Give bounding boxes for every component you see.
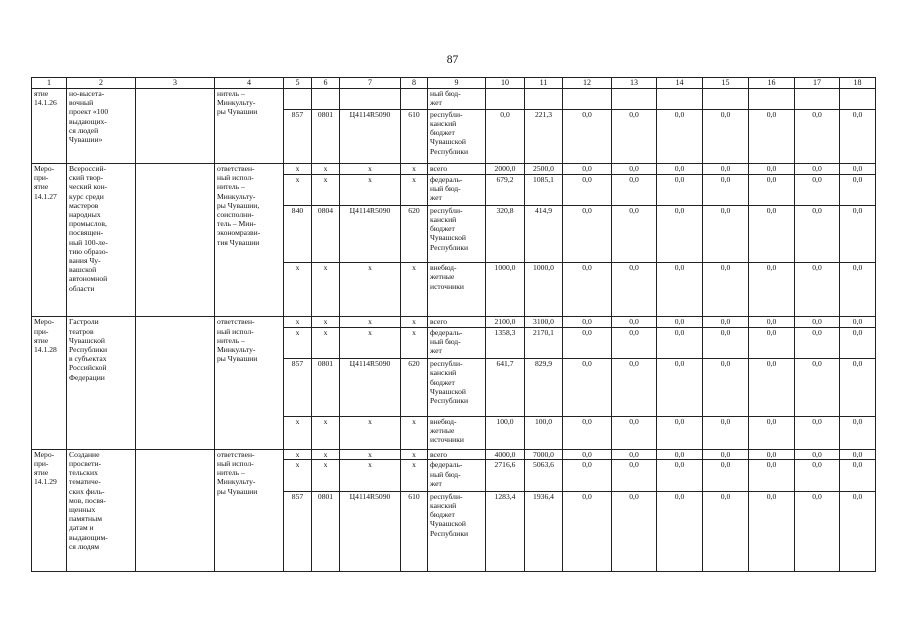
column-number-1: 1 <box>32 78 67 89</box>
amount-cell-c14: 0,0 <box>657 359 703 416</box>
amount-cell-c17: 0,0 <box>795 164 840 175</box>
amount-cell-c11: 1936,4 <box>525 491 563 571</box>
column-number-12: 12 <box>563 78 612 89</box>
code-cell-c5: x <box>284 164 312 175</box>
amount-cell-c10: 1358,3 <box>486 327 525 358</box>
amount-cell-c18: 0,0 <box>840 327 876 358</box>
code-cell-c5: x <box>284 174 312 205</box>
code-cell-c8: 620 <box>401 359 428 416</box>
table-row <box>32 317 876 328</box>
amount-cell-c12: 0,0 <box>563 109 612 163</box>
amount-cell-c18: 0,0 <box>840 164 876 175</box>
amount-cell-c18: 0,0 <box>840 205 876 262</box>
empty-column-3-cell <box>136 317 215 450</box>
amount-cell-c11: 7000,0 <box>525 449 563 460</box>
code-cell-c8: 610 <box>401 491 428 571</box>
code-cell-c8: 620 <box>401 205 428 262</box>
amount-cell-c13: 0,0 <box>612 317 657 328</box>
code-cell-c8 <box>401 89 428 110</box>
code-cell-c5: x <box>284 416 312 449</box>
amount-cell-c15: 0,0 <box>703 460 749 491</box>
amount-cell-c14: 0,0 <box>657 327 703 358</box>
code-cell-c7: Ц4114R5090 <box>340 359 401 416</box>
executor-cell: нитель – Минкульту- ры Чувашии <box>215 89 284 164</box>
column-number-11: 11 <box>525 78 563 89</box>
amount-cell-c11 <box>525 89 563 110</box>
column-number-18: 18 <box>840 78 876 89</box>
amount-cell-c10: 2716,6 <box>486 460 525 491</box>
code-cell-c7: x <box>340 449 401 460</box>
amount-cell-c13: 0,0 <box>612 327 657 358</box>
amount-cell-c11: 2170,1 <box>525 327 563 358</box>
table-row <box>32 89 876 110</box>
event-title-cell: но-высета- вочный проект «100 выдающих- ся людей Чувашии» <box>67 89 136 164</box>
event-number-cell: ятие 14.1.26 <box>32 89 67 164</box>
column-number-6: 6 <box>312 78 340 89</box>
code-cell-c7: Ц4114R5090 <box>340 205 401 262</box>
amount-cell-c17: 0,0 <box>795 317 840 328</box>
amount-cell-c18: 0,0 <box>840 317 876 328</box>
amount-cell-c13: 0,0 <box>612 359 657 416</box>
column-number-13: 13 <box>612 78 657 89</box>
code-cell-c6: x <box>312 327 340 358</box>
code-cell-c6 <box>312 89 340 110</box>
code-cell-c5: 857 <box>284 109 312 163</box>
amount-cell-c14: 0,0 <box>657 416 703 449</box>
amount-cell-c18: 0,0 <box>840 460 876 491</box>
amount-cell-c18: 0,0 <box>840 359 876 416</box>
amount-cell-c10: 641,7 <box>486 359 525 416</box>
amount-cell-c10: 2000,0 <box>486 164 525 175</box>
amount-cell-c11: 414,9 <box>525 205 563 262</box>
amount-cell-c12: 0,0 <box>563 359 612 416</box>
code-cell-c8: x <box>401 174 428 205</box>
amount-cell-c15: 0,0 <box>703 109 749 163</box>
code-cell-c6: x <box>312 460 340 491</box>
amount-cell-c16: 0,0 <box>749 359 795 416</box>
amount-cell-c13: 0,0 <box>612 491 657 571</box>
amount-cell-c14: 0,0 <box>657 317 703 328</box>
column-number-16: 16 <box>749 78 795 89</box>
amount-cell-c12: 0,0 <box>563 164 612 175</box>
amount-cell-c10: 320,8 <box>486 205 525 262</box>
amount-cell-c16: 0,0 <box>749 317 795 328</box>
table-row <box>32 164 876 175</box>
amount-cell-c10: 1000,0 <box>486 263 525 317</box>
amount-cell-c15: 0,0 <box>703 327 749 358</box>
code-cell-c6: 0804 <box>312 205 340 262</box>
column-number-15: 15 <box>703 78 749 89</box>
column-number-9: 9 <box>428 78 486 89</box>
amount-cell-c17: 0,0 <box>795 205 840 262</box>
code-cell-c7: x <box>340 317 401 328</box>
amount-cell-c12 <box>563 89 612 110</box>
amount-cell-c17: 0,0 <box>795 491 840 571</box>
funding-source-cell: федераль- ный бюд- жет <box>428 460 486 491</box>
amount-cell-c16: 0,0 <box>749 491 795 571</box>
code-cell-c8: x <box>401 327 428 358</box>
code-cell-c5 <box>284 89 312 110</box>
amount-cell-c13: 0,0 <box>612 205 657 262</box>
column-number-8: 8 <box>401 78 428 89</box>
event-title-cell: Создание просвети- тельских тематиче- ских филь- мов, посвя- щенных памятным датам и выдающим- ся людям <box>67 449 136 571</box>
amount-cell-c16: 0,0 <box>749 460 795 491</box>
code-cell-c7: x <box>340 263 401 317</box>
amount-cell-c13: 0,0 <box>612 263 657 317</box>
code-cell-c8: 610 <box>401 109 428 163</box>
amount-cell-c18: 0,0 <box>840 491 876 571</box>
code-cell-c5: x <box>284 449 312 460</box>
funding-source-cell: федераль- ный бюд- жет <box>428 327 486 358</box>
amount-cell-c18: 0,0 <box>840 263 876 317</box>
amount-cell-c12: 0,0 <box>563 174 612 205</box>
code-cell-c7: x <box>340 416 401 449</box>
code-cell-c5: 840 <box>284 205 312 262</box>
amount-cell-c14: 0,0 <box>657 164 703 175</box>
amount-cell-c16 <box>749 89 795 110</box>
event-number-cell: Меро- при- ятие 14.1.27 <box>32 164 67 317</box>
amount-cell-c17: 0,0 <box>795 174 840 205</box>
page-number: 87 <box>446 54 459 66</box>
amount-cell-c12: 0,0 <box>563 416 612 449</box>
event-title-cell: Всероссий- ский твор- ческий кон- курс среди мастеров народных промыслов, посвящен- ный 100-ле- тию образо- вания Чу- вашской автономной области <box>67 164 136 317</box>
funding-source-cell: всего <box>428 317 486 328</box>
amount-cell-c14: 0,0 <box>657 460 703 491</box>
amount-cell-c15: 0,0 <box>703 491 749 571</box>
amount-cell-c17: 0,0 <box>795 460 840 491</box>
amount-cell-c14: 0,0 <box>657 449 703 460</box>
budget-table <box>31 77 876 572</box>
column-number-14: 14 <box>657 78 703 89</box>
column-number-4: 4 <box>215 78 284 89</box>
amount-cell-c18: 0,0 <box>840 416 876 449</box>
code-cell-c5: 857 <box>284 359 312 416</box>
amount-cell-c15: 0,0 <box>703 317 749 328</box>
code-cell-c6: 0801 <box>312 491 340 571</box>
funding-source-cell: республи- канский бюджет Чувашской Республики <box>428 109 486 163</box>
code-cell-c6: 0801 <box>312 359 340 416</box>
amount-cell-c11: 5063,6 <box>525 460 563 491</box>
amount-cell-c16: 0,0 <box>749 164 795 175</box>
amount-cell-c10: 4000,0 <box>486 449 525 460</box>
code-cell-c7: Ц4114R5090 <box>340 109 401 163</box>
empty-column-3-cell <box>136 449 215 571</box>
amount-cell-c17: 0,0 <box>795 416 840 449</box>
amount-cell-c14 <box>657 89 703 110</box>
funding-source-cell: федераль- ный бюд- жет <box>428 174 486 205</box>
amount-cell-c17: 0,0 <box>795 327 840 358</box>
amount-cell-c12: 0,0 <box>563 449 612 460</box>
amount-cell-c11: 1085,1 <box>525 174 563 205</box>
amount-cell-c17: 0,0 <box>795 449 840 460</box>
amount-cell-c13: 0,0 <box>612 416 657 449</box>
amount-cell-c14: 0,0 <box>657 263 703 317</box>
code-cell-c5: x <box>284 317 312 328</box>
amount-cell-c16: 0,0 <box>749 327 795 358</box>
amount-cell-c17: 0,0 <box>795 109 840 163</box>
event-number-cell: Меро- при- ятие 14.1.28 <box>32 317 67 450</box>
code-cell-c5: x <box>284 460 312 491</box>
amount-cell-c10 <box>486 89 525 110</box>
code-cell-c6: x <box>312 317 340 328</box>
funding-source-cell: республи- канский бюджет Чувашской Республики <box>428 359 486 416</box>
code-cell-c5: x <box>284 263 312 317</box>
amount-cell-c15: 0,0 <box>703 174 749 205</box>
funding-source-cell: ный бюд- жет <box>428 89 486 110</box>
empty-column-3-cell <box>136 89 215 164</box>
amount-cell-c15: 0,0 <box>703 449 749 460</box>
code-cell-c6: x <box>312 174 340 205</box>
funding-source-cell: республи- канский бюджет Чувашской Республики <box>428 205 486 262</box>
amount-cell-c11: 3100,0 <box>525 317 563 328</box>
funding-source-cell: внебюд- жетные источники <box>428 416 486 449</box>
amount-cell-c12: 0,0 <box>563 317 612 328</box>
amount-cell-c16: 0,0 <box>749 205 795 262</box>
event-title-cell: Гастроли театров Чувашской Республики в субъектах Российской Федерации <box>67 317 136 450</box>
amount-cell-c11: 1000,0 <box>525 263 563 317</box>
code-cell-c8: x <box>401 460 428 491</box>
amount-cell-c17: 0,0 <box>795 263 840 317</box>
amount-cell-c10: 679,2 <box>486 174 525 205</box>
amount-cell-c15: 0,0 <box>703 164 749 175</box>
column-number-7: 7 <box>340 78 401 89</box>
amount-cell-c16: 0,0 <box>749 174 795 205</box>
amount-cell-c14: 0,0 <box>657 491 703 571</box>
code-cell-c5: x <box>284 327 312 358</box>
amount-cell-c16: 0,0 <box>749 449 795 460</box>
code-cell-c8: x <box>401 449 428 460</box>
amount-cell-c14: 0,0 <box>657 174 703 205</box>
code-cell-c8: x <box>401 317 428 328</box>
amount-cell-c18 <box>840 89 876 110</box>
amount-cell-c12: 0,0 <box>563 460 612 491</box>
amount-cell-c13 <box>612 89 657 110</box>
amount-cell-c11: 2500,0 <box>525 164 563 175</box>
amount-cell-c10: 2100,0 <box>486 317 525 328</box>
amount-cell-c15: 0,0 <box>703 205 749 262</box>
amount-cell-c15: 0,0 <box>703 359 749 416</box>
amount-cell-c14: 0,0 <box>657 109 703 163</box>
executor-cell: ответствен- ный испол- нитель – Минкульту- ры Чувашии <box>215 317 284 450</box>
code-cell-c8: x <box>401 416 428 449</box>
code-cell-c7: Ц4114R5090 <box>340 491 401 571</box>
event-number-cell: Меро- при- ятие 14.1.29 <box>32 449 67 571</box>
amount-cell-c13: 0,0 <box>612 109 657 163</box>
column-number-2: 2 <box>67 78 136 89</box>
code-cell-c7: x <box>340 460 401 491</box>
column-number-3: 3 <box>136 78 215 89</box>
code-cell-c8: x <box>401 164 428 175</box>
amount-cell-c15: 0,0 <box>703 263 749 317</box>
code-cell-c6: x <box>312 416 340 449</box>
amount-cell-c13: 0,0 <box>612 449 657 460</box>
amount-cell-c12: 0,0 <box>563 327 612 358</box>
code-cell-c6: x <box>312 164 340 175</box>
amount-cell-c16: 0,0 <box>749 263 795 317</box>
amount-cell-c11: 221,3 <box>525 109 563 163</box>
executor-cell: ответствен- ный испол- нитель – Минкульту- ры Чувашии, соисполни- тель – Мин- экономразви- тия Чувашии <box>215 164 284 317</box>
column-number-10: 10 <box>486 78 525 89</box>
code-cell-c6: x <box>312 263 340 317</box>
amount-cell-c15 <box>703 89 749 110</box>
amount-cell-c13: 0,0 <box>612 164 657 175</box>
column-number-5: 5 <box>284 78 312 89</box>
funding-source-cell: всего <box>428 449 486 460</box>
funding-source-cell: всего <box>428 164 486 175</box>
column-number-17: 17 <box>795 78 840 89</box>
code-cell-c7 <box>340 89 401 110</box>
code-cell-c6: x <box>312 449 340 460</box>
amount-cell-c17 <box>795 89 840 110</box>
code-cell-c6: 0801 <box>312 109 340 163</box>
amount-cell-c16: 0,0 <box>749 416 795 449</box>
code-cell-c8: x <box>401 263 428 317</box>
code-cell-c7: x <box>340 327 401 358</box>
empty-column-3-cell <box>136 164 215 317</box>
funding-source-cell: республи- канский бюджет Чувашской Республики <box>428 491 486 571</box>
amount-cell-c18: 0,0 <box>840 109 876 163</box>
amount-cell-c14: 0,0 <box>657 205 703 262</box>
executor-cell: ответствен- ный испол- нитель – Минкульту- ры Чувашии <box>215 449 284 571</box>
amount-cell-c13: 0,0 <box>612 174 657 205</box>
amount-cell-c11: 100,0 <box>525 416 563 449</box>
amount-cell-c12: 0,0 <box>563 491 612 571</box>
amount-cell-c10: 100,0 <box>486 416 525 449</box>
amount-cell-c18: 0,0 <box>840 174 876 205</box>
amount-cell-c15: 0,0 <box>703 416 749 449</box>
amount-cell-c16: 0,0 <box>749 109 795 163</box>
code-cell-c7: x <box>340 164 401 175</box>
funding-source-cell: внебюд- жетные источники <box>428 263 486 317</box>
amount-cell-c10: 1283,4 <box>486 491 525 571</box>
amount-cell-c12: 0,0 <box>563 205 612 262</box>
amount-cell-c11: 829,9 <box>525 359 563 416</box>
amount-cell-c10: 0,0 <box>486 109 525 163</box>
code-cell-c7: x <box>340 174 401 205</box>
table-body <box>32 89 876 572</box>
column-number-row <box>32 78 876 89</box>
code-cell-c5: 857 <box>284 491 312 571</box>
amount-cell-c17: 0,0 <box>795 359 840 416</box>
amount-cell-c13: 0,0 <box>612 460 657 491</box>
amount-cell-c18: 0,0 <box>840 449 876 460</box>
amount-cell-c12: 0,0 <box>563 263 612 317</box>
table-row <box>32 449 876 460</box>
